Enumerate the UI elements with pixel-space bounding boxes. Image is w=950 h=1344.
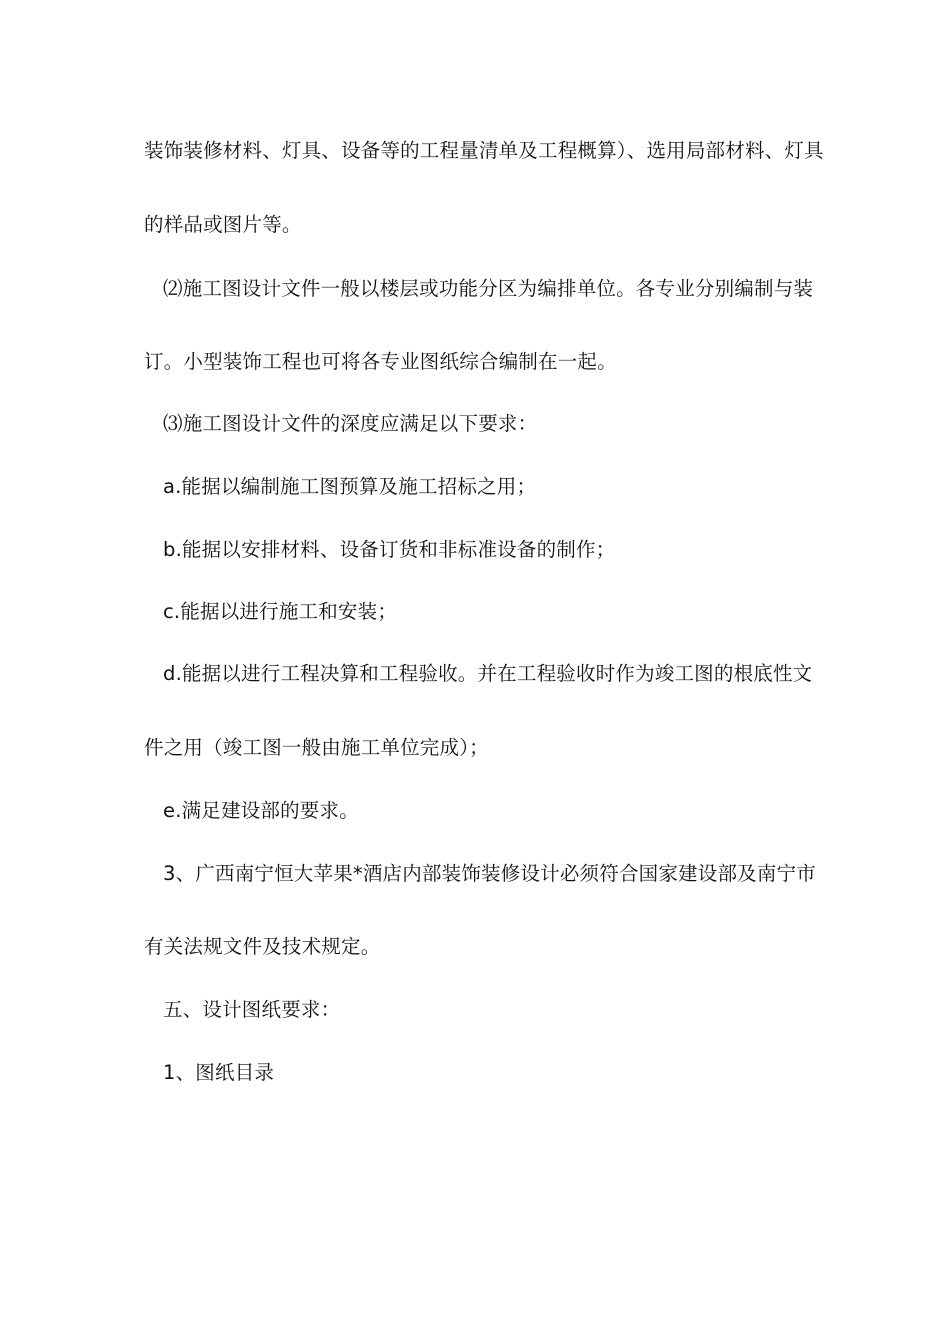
text-line-11: e.满足建设部的要求。 [163, 799, 359, 822]
text-line-8: c.能据以进行施工和安装； [163, 600, 398, 623]
text-line-4: 订。小型装饰工程也可将各专业图纸综合编制在一起。 [144, 350, 617, 373]
text-line-3: ⑵施工图设计文件一般以楼层或功能分区为编排单位。各专业分别编制与装 [163, 277, 814, 300]
section-heading: 五、设计图纸要求： [163, 998, 341, 1021]
text-line-2: 的样品或图片等。 [144, 213, 302, 236]
text-line-7: b.能据以安排材料、设备订货和非标准设备的制作； [163, 538, 616, 561]
text-line-13: 有关法规文件及技术规定。 [144, 935, 381, 958]
text-line-15: 1、图纸目录 [163, 1061, 275, 1084]
text-line-12: 3、广西南宁恒大苹果*酒店内部装饰装修设计必须符合国家建设部及南宁市 [163, 862, 816, 885]
text-line-10: 件之用（竣工图一般由施工单位完成）； [144, 736, 489, 759]
text-line-5: ⑶施工图设计文件的深度应满足以下要求： [163, 412, 538, 435]
text-line-1: 装饰装修材料、灯具、设备等的工程量清单及工程概算）、选用局部材料、灯具 [144, 139, 824, 162]
text-line-6: a.能据以编制施工图预算及施工招标之用； [163, 475, 537, 498]
text-line-9: d.能据以进行工程决算和工程验收。并在工程验收时作为竣工图的根底性文 [163, 662, 813, 685]
